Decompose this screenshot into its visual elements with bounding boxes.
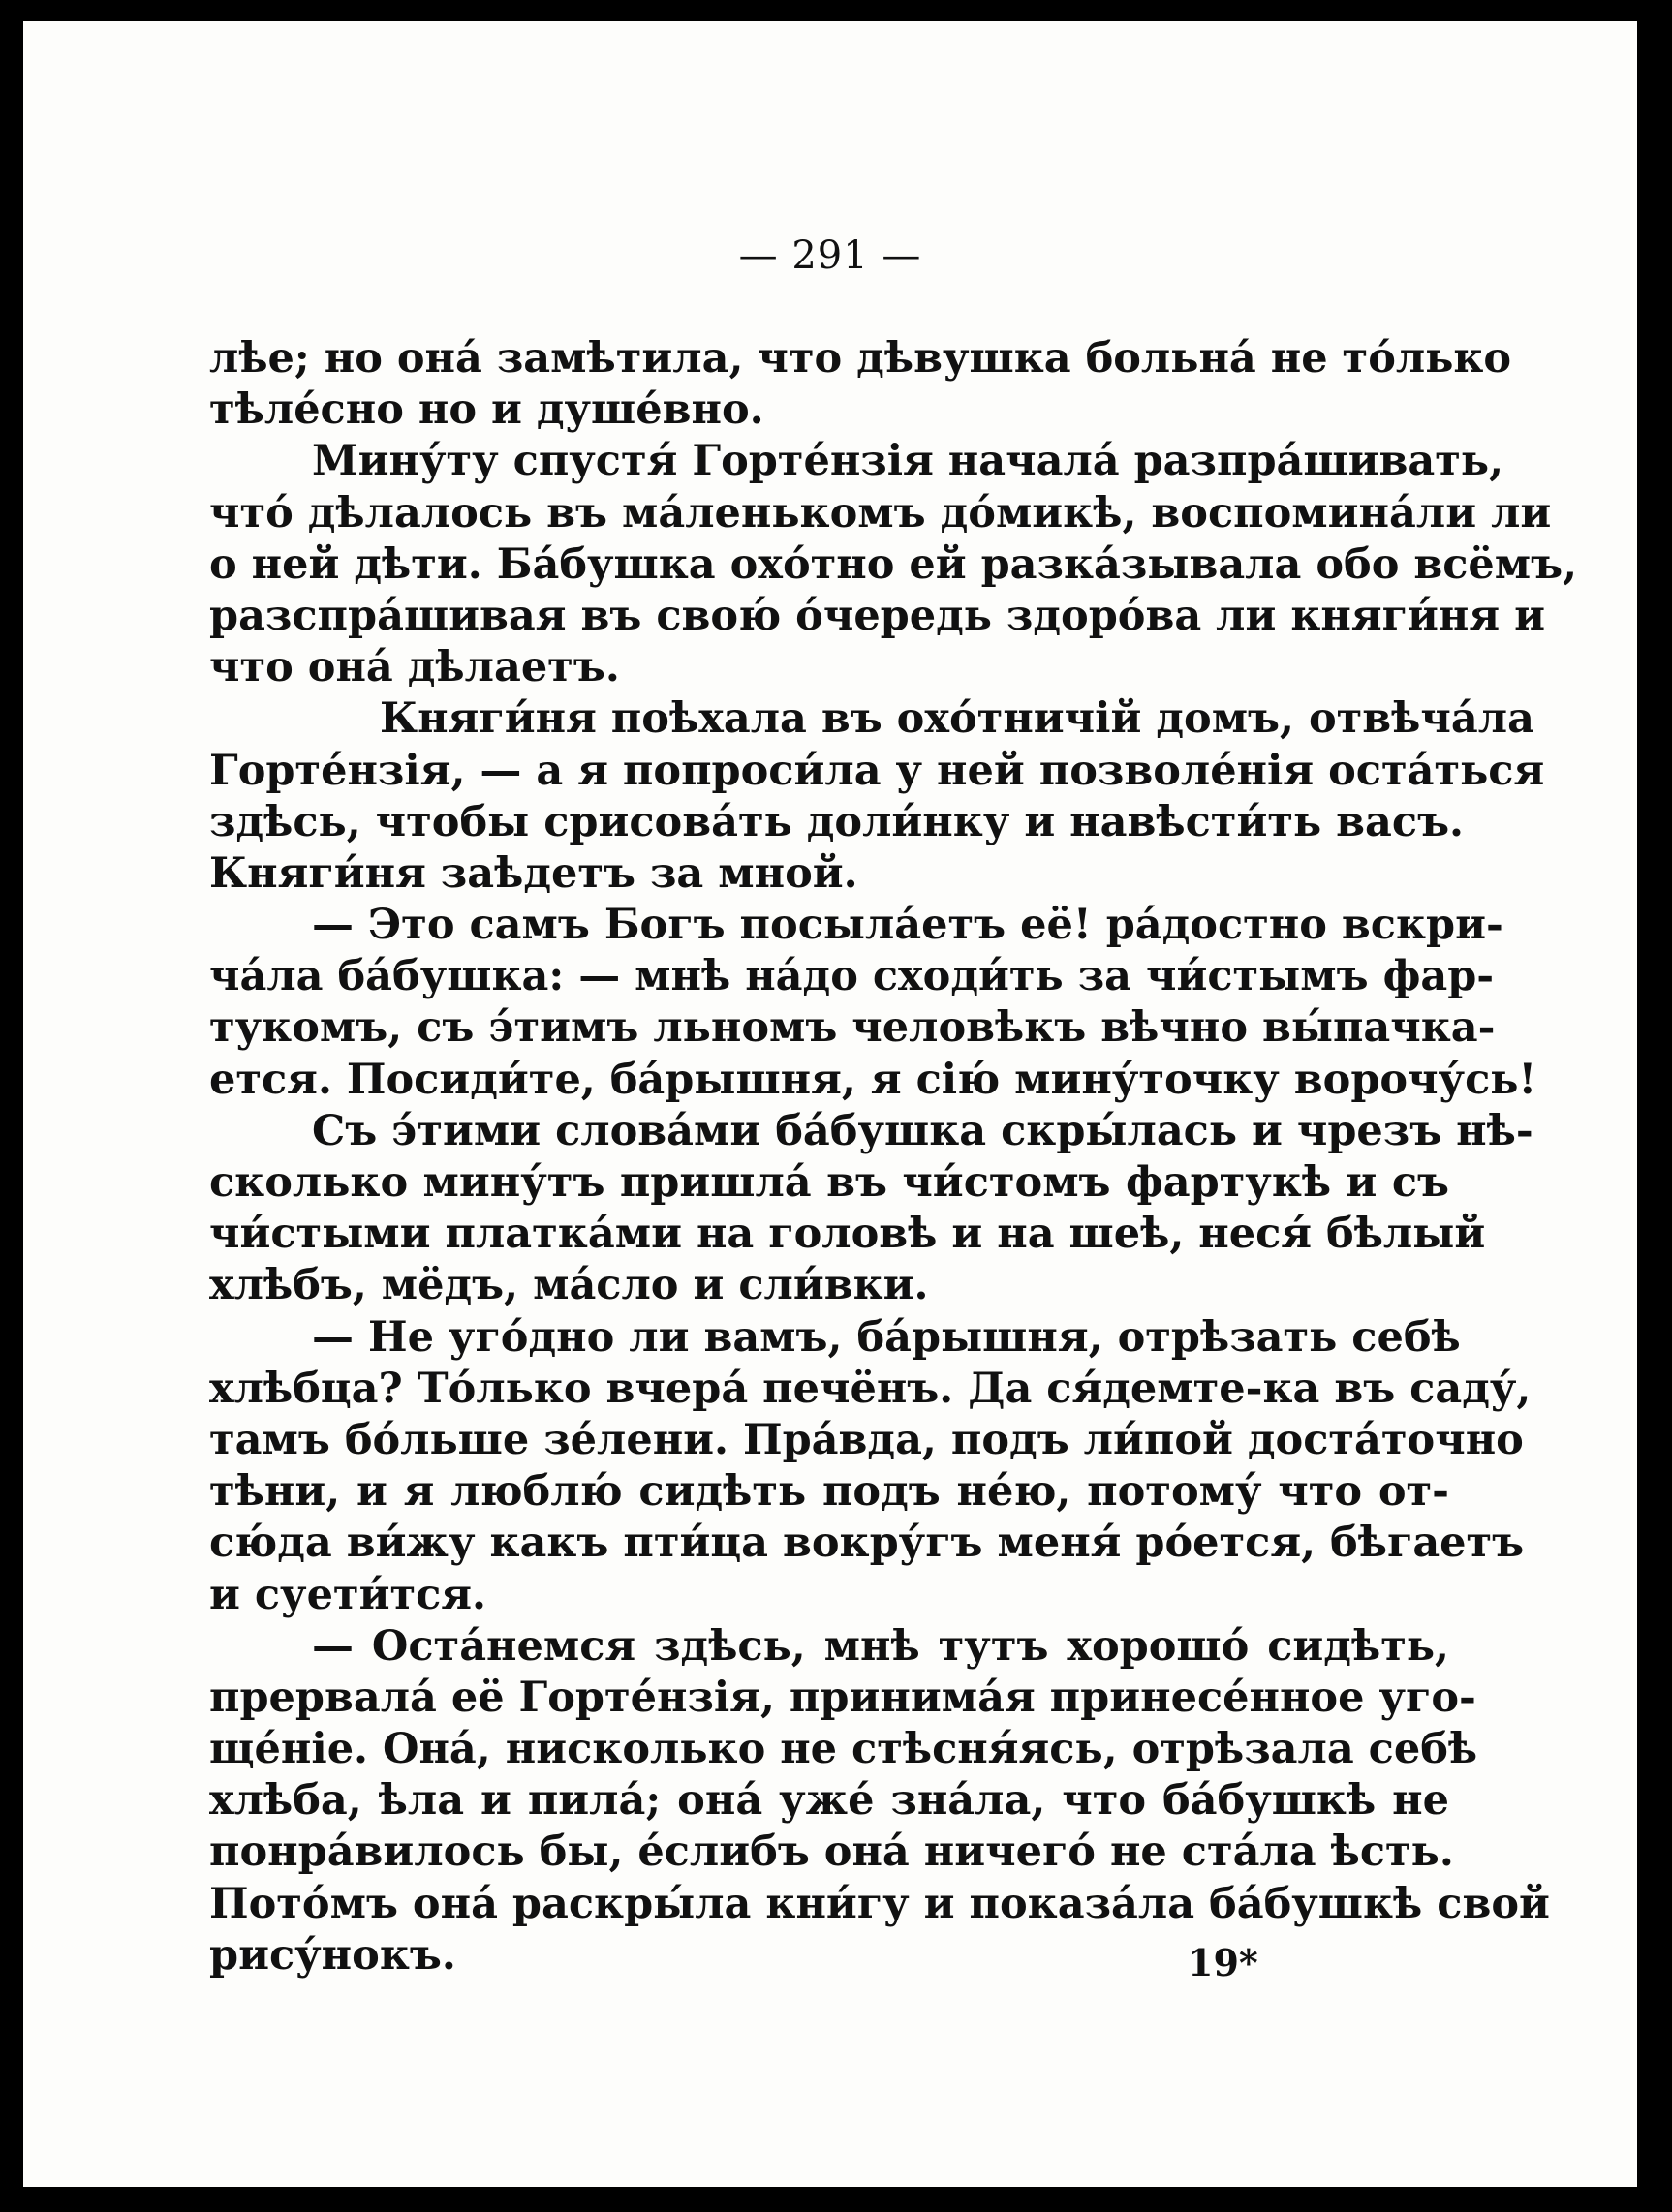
text-line: лѣе; но она́ замѣтила, что дѣвушка больна́ не то́лько <box>209 334 1512 383</box>
text-line: здѣсь, чтобы срисова́ть доли́нку и навѣсти́ть васъ. <box>209 797 1465 846</box>
text-line: — Это самъ Богъ посыла́етъ её! ра́достно вскри- <box>312 901 1503 950</box>
text-line: ще́ніе. Она́, нисколько не стѣсня́ясь, отрѣзала себѣ <box>209 1725 1478 1774</box>
text-line: — Оста́немся здѣсь, мнѣ тутъ хорошо́ сидѣть, <box>312 1621 1449 1671</box>
body-text <box>209 333 1578 1982</box>
text-line: хлѣбца? То́лько вчера́ печёнъ. Да ся́демте-ка въ саду́, <box>209 1364 1532 1413</box>
text-line: Мину́ту спустя́ Горте́нзія начала́ разпра́шивать, <box>312 437 1504 486</box>
text-line: тукомъ, съ э́тимъ льномъ человѣкъ вѣчно вы́пачка- <box>209 1003 1496 1053</box>
text-line: ча́ла ба́бушка: — мнѣ на́до сходи́ть за чи́стымъ фар- <box>209 952 1495 1001</box>
text-line: понра́вилось бы, е́слибъ она́ ничего́ не ста́ла ѣсть. <box>209 1828 1454 1877</box>
text-line: Княги́ня поѣхала въ охо́тничій домъ, отвѣча́ла <box>380 694 1534 744</box>
text-line: прервала́ её Горте́нзія, принима́я принесе́нное уго- <box>209 1673 1476 1722</box>
text-line: Княги́ня заѣдетъ за мной. <box>209 848 858 898</box>
text-line: Съ э́тими слова́ми ба́бушка скры́лась и чрезъ нѣ- <box>312 1106 1533 1155</box>
text-line: тамъ бо́льше зе́лени. Пра́вда, подъ ли́пой доста́точно <box>209 1415 1524 1464</box>
text-line: тѣле́сно но и душе́вно. <box>209 385 764 435</box>
text-line: сю́да ви́жу какъ пти́ца вокру́гъ меня́ ро́ется, бѣгаетъ <box>209 1519 1525 1568</box>
text-line: Горте́нзія, — а я попроси́ла у ней позволе́нія оста́ться <box>209 746 1545 795</box>
scan-border <box>0 0 23 2212</box>
text-line: о ней дѣти. Ба́бушка охо́тно ей разка́зывала обо всёмъ, <box>209 539 1578 589</box>
text-line: тѣни, и я люблю́ сидѣть подъ не́ю, потому́ что от- <box>209 1467 1449 1517</box>
text-line: Пото́мъ она́ раскры́ла кни́гу и показа́ла ба́бушкѣ свой <box>209 1879 1550 1928</box>
printer-signature-mark: 19* <box>1188 1941 1258 1984</box>
text-line: что́ дѣлалось въ ма́ленькомъ до́микѣ, воспомина́ли ли <box>209 488 1552 538</box>
text-line: разспра́шивая въ свою́ о́чередь здоро́ва ли княги́ня и <box>209 591 1545 640</box>
text-line: что она́ дѣлаетъ. <box>209 643 620 692</box>
text-line: рису́нокъ. <box>209 1930 456 1980</box>
page-number: — 291 — <box>738 233 922 278</box>
text-line: чи́стыми платка́ми на головѣ и на шеѣ, неся́ бѣлый <box>209 1210 1486 1259</box>
text-line: хлѣбъ, мёдъ, ма́сло и сли́вки. <box>209 1261 929 1310</box>
text-line: — Не уго́дно ли вамъ, ба́рышня, отрѣзать себѣ <box>312 1312 1461 1362</box>
text-line: ется. Посиди́те, ба́рышня, я сію́ мину́точку ворочу́сь! <box>209 1055 1537 1104</box>
text-line: и суети́тся. <box>209 1570 487 1619</box>
book-page <box>23 21 1637 2187</box>
text-line: сколько мину́тъ пришла́ въ чи́стомъ фартукѣ и съ <box>209 1158 1449 1207</box>
text-line: хлѣба, ѣла и пила́; она́ уже́ зна́ла, что ба́бушкѣ не <box>209 1776 1449 1826</box>
